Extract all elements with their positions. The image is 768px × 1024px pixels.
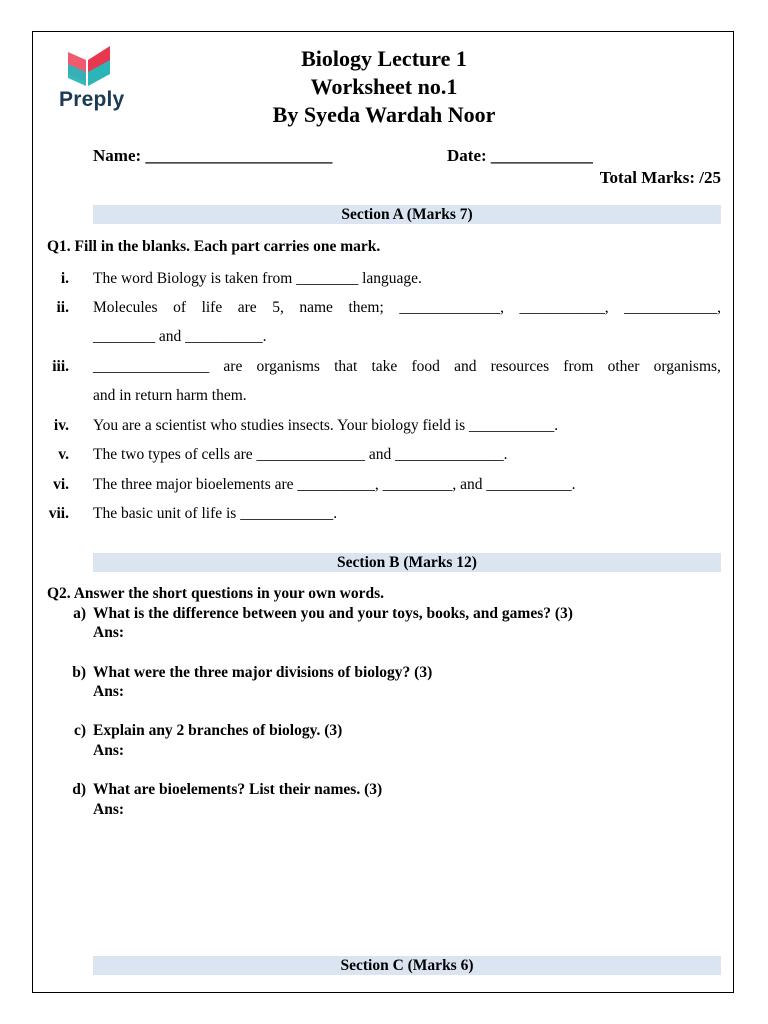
short-question: What were the three major divisions of biology? (3) xyxy=(93,664,433,681)
title-line-2: Worksheet no.1 xyxy=(310,74,458,99)
item-number: vi. xyxy=(53,476,69,493)
answer-label: Ans: xyxy=(93,683,125,700)
answer-label: Ans: xyxy=(93,742,125,759)
q1-heading: Q1. Fill in the blanks. Each part carries one mark. xyxy=(47,238,381,255)
section-a-header: Section A (Marks 7) xyxy=(93,205,721,224)
item-number: vii. xyxy=(48,505,69,522)
title-line-3: By Syeda Wardah Noor xyxy=(272,102,496,127)
short-question: What is the difference between you and your toys, books, and games? (3) xyxy=(93,605,573,622)
fill-blank-question-line1: _______________ are organisms that take food and resources from other organisms, xyxy=(93,358,721,375)
item-number: iii. xyxy=(52,358,69,375)
answer-label: Ans: xyxy=(93,801,125,818)
sub-question-label: d) xyxy=(72,781,86,798)
short-question: Explain any 2 branches of biology. (3) xyxy=(93,722,343,739)
section-b-header: Section B (Marks 12) xyxy=(93,553,721,572)
name-field[interactable] xyxy=(93,146,332,166)
logo-text: Preply xyxy=(59,88,125,111)
fill-blank-question: The basic unit of life is ____________. xyxy=(93,505,338,522)
sub-question-label: b) xyxy=(72,664,86,681)
short-question: What are bioelements? List their names. (3) xyxy=(93,781,383,798)
item-number: i. xyxy=(60,270,69,287)
name-label: Name: xyxy=(93,146,142,165)
q2-heading: Q2. Answer the short questions in your own words. xyxy=(47,585,385,602)
item-number: ii. xyxy=(56,299,69,316)
date-field[interactable] xyxy=(447,146,593,166)
sub-question-label: c) xyxy=(73,722,86,739)
answer-label: Ans: xyxy=(93,624,125,641)
fill-blank-question: The three major bioelements are __________, _________, and ___________. xyxy=(93,476,576,493)
fill-blank-question: The two types of cells are ______________ and ______________. xyxy=(93,446,508,463)
total-marks: Total Marks: /25 xyxy=(599,168,721,187)
section-c-header: Section C (Marks 6) xyxy=(93,956,721,975)
title-line-1: Biology Lecture 1 xyxy=(301,46,467,71)
sub-question-label: a) xyxy=(73,605,86,622)
item-number: iv. xyxy=(53,417,69,434)
fill-blank-question-line1: Molecules of life are 5, name them; _____________, ___________, ____________, xyxy=(93,299,721,316)
fill-blank-question-line2: ________ and __________. xyxy=(93,328,267,345)
fill-blank-question: The word Biology is taken from ________ language. xyxy=(93,270,422,287)
fill-blank-question-line2: and in return harm them. xyxy=(93,387,247,404)
date-label: Date: xyxy=(447,146,487,165)
name-blank: ______________________ xyxy=(145,146,333,165)
item-number: v. xyxy=(58,446,69,463)
fill-blank-question: You are a scientist who studies insects. Your biology field is ___________. xyxy=(93,417,559,434)
date-blank: ____________ xyxy=(490,146,593,165)
